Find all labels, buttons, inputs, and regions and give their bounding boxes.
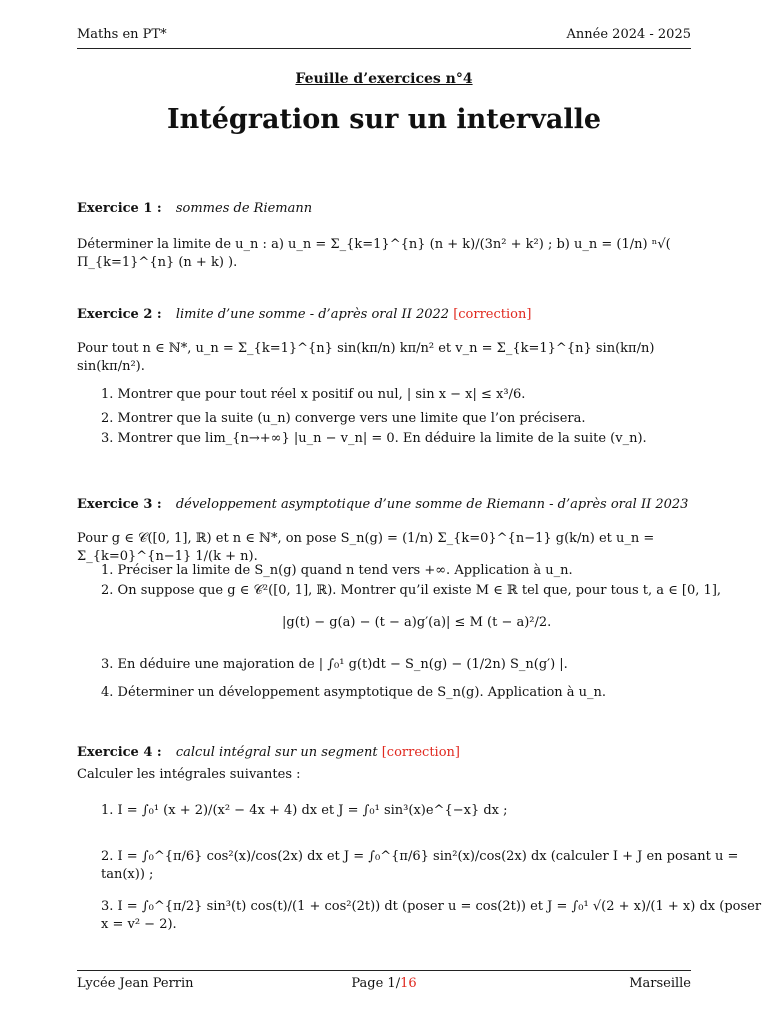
page-title: Intégration sur un intervalle [166,104,602,135]
header-right: Année 2024 - 2025 [566,27,691,42]
exercise-3-label: Exercice 3 : [77,497,162,512]
exercise-4-intro: Calculer les intégrales suivantes : [77,767,301,782]
exercise-1-label: Exercice 1 : [77,201,162,216]
exercise-2-item-3: 3. Montrer que lim_{n→+∞} |u_n − v_n| = 0. En déduire la limite de la suite (v_n). [101,431,647,446]
sheet-subtitle: Feuille d’exercices n°4 [295,71,473,87]
exercise-4-topic: calcul intégral sur un segment [175,745,378,760]
exercise-3-inequality: |g(t) − g(a) − (t − a)g′(a)| ≤ M (t − a)²/2. [282,615,552,630]
exercise-4-item-1: 1. I = ∫₀¹ (x + 2)/(x² − 4x + 4) dx et J = ∫₀¹ sin³(x)e^{−x} dx ; [101,803,508,818]
page-prefix: Page 1/ [351,976,401,991]
exercise-3-intro: Pour g ∈ 𝒞([0, 1], ℝ) et n ∈ ℕ*, on pose S_n(g) = (1/n) Σ_{k=0}^{n−1} g(k/n) et u_n = Σ_{k=0}^{n−1} 1/(k + n). [77,531,655,564]
exercise-4-label: Exercice 4 : [77,745,162,760]
exercise-1-heading [77,200,691,218]
exercise-3-item-2: 2. On suppose que g ∈ 𝒞²([0, 1], ℝ). Montrer qu’il existe M ∈ ℝ tel que, pour tous t, a ∈ [0, 1], [101,583,722,598]
footer-rule [77,970,691,971]
exercise-2-item-2: 2. Montrer que la suite (u_n) converge vers une limite que l’on précisera. [101,411,586,426]
exercise-3-item-3: 3. En déduire une majoration de | ∫₀¹ g(t)dt − S_n(g) − (1/2n) S_n(g′) |. [101,657,568,672]
footer-right: Marseille [629,976,691,991]
exercise-3-topic: développement asymptotique d’une somme de Riemann - d’après oral II 2023 [175,497,689,512]
footer-page-number [77,976,691,991]
exercise-4-heading [77,744,691,762]
exercise-2-item-1: 1. Montrer que pour tout réel x positif ou nul, | sin x − x| ≤ x³/6. [101,387,526,402]
exercise-2-heading [77,306,691,324]
exercise-4-item-3: 3. I = ∫₀^{π/2} sin³(t) cos(t)/(1 + cos²(2t)) dt (poser u = cos(2t)) et J = ∫₀¹ √(2 + x)/(1 + x) dx (poser x = v² − 2). [101,899,762,932]
exercise-3-item-1: 1. Préciser la limite de S_n(g) quand n tend vers +∞. Application à u_n. [101,563,573,578]
exercise-1-topic: sommes de Riemann [175,201,313,216]
footer-left: Lycée Jean Perrin [77,976,194,991]
exercise-3-item-4: 4. Déterminer un développement asymptotique de S_n(g). Application à u_n. [101,685,607,700]
exercise-4-correction-link[interactable]: [correction] [381,745,460,760]
exercise-3-heading [77,496,691,514]
exercise-2-intro: Pour tout n ∈ ℕ*, u_n = Σ_{k=1}^{n} sin(kπ/n) kπ/n² et v_n = Σ_{k=1}^{n} sin(kπ/n) sin(kπ/n²). [77,341,655,374]
page-total-link[interactable]: 16 [400,976,417,991]
exercise-2-label: Exercice 2 : [77,307,162,322]
exercise-4-item-2: 2. I = ∫₀^{π/6} cos²(x)/cos(2x) dx et J = ∫₀^{π/6} sin²(x)/cos(2x) dx (calculer I + J en posant u = tan(x)) ; [101,849,739,882]
exercise-2-correction-link[interactable]: [correction] [453,307,532,322]
exercise-1-statement: Déterminer la limite de u_n : a) u_n = Σ_{k=1}^{n} (n + k)/(3n² + k²) ; b) u_n = (1/n) ⁿ√( Π_{k=1}^{n} (n + k) ). [77,237,671,270]
exercise-2-topic: limite d’une somme - d’après oral II 2022 [175,307,450,322]
header-rule [77,48,691,49]
header-left: Maths en PT* [77,27,167,42]
